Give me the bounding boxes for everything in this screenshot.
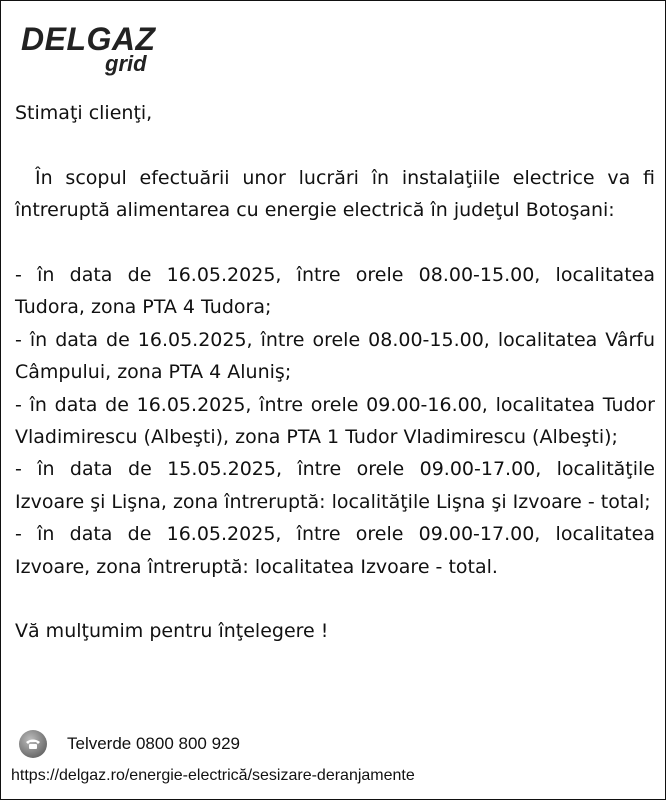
delgaz-grid-logo bbox=[21, 21, 171, 81]
outage-item-5: - în data de 16.05.2025, între orele 09.00-17.00, localitatea Izvoare, zona întreruptă: localitatea Izvoare - total. bbox=[15, 523, 655, 578]
telephone-icon bbox=[19, 730, 47, 758]
outage-item-1: - în data de 16.05.2025, între orele 08.00-15.00, localitatea Tudora, zona PTA 4 Tudora; bbox=[15, 264, 655, 319]
hotline bbox=[19, 729, 240, 759]
spacer bbox=[15, 129, 655, 161]
outage-item-4: - în data de 15.05.2025, între orele 09.00-17.00, localităţile Izvoare şi Lişna, zona întreruptă: localităţile Lişna şi Izvoare - total; bbox=[15, 458, 655, 513]
outage-item-2: - în data de 16.05.2025, între orele 08.00-15.00, localitatea Vârfu Câmpului, zona PTA 4 Aluniş; bbox=[15, 328, 655, 384]
notice-body bbox=[15, 97, 655, 648]
fault-report-link[interactable]: https://delgaz.ro/energie-electrică/sesizare-deranjamente bbox=[11, 767, 415, 784]
spacer bbox=[15, 227, 655, 259]
outage-item-3: - în data de 16.05.2025, între orele 09.00-16.00, localitatea Tudor Vladimirescu (Albeşti), zona PTA 1 Tudor Vladimirescu (Albeşti); bbox=[15, 393, 655, 449]
hotline-number: Telverde 0800 800 929 bbox=[67, 734, 240, 753]
logo-main-text: DELGAZ bbox=[21, 21, 156, 57]
thanks-line: Vă mulţumim pentru înţelegere ! bbox=[15, 620, 329, 643]
greeting: Stimaţi clienţi, bbox=[15, 102, 153, 124]
intro-paragraph: În scopul efectuării unor lucrări în instalaţiile electrice va fi întreruptă alimentarea cu energie electrică în judeţul Botoşani: bbox=[15, 166, 655, 222]
logo-sub-text: grid bbox=[105, 51, 147, 76]
spacer bbox=[15, 583, 655, 615]
